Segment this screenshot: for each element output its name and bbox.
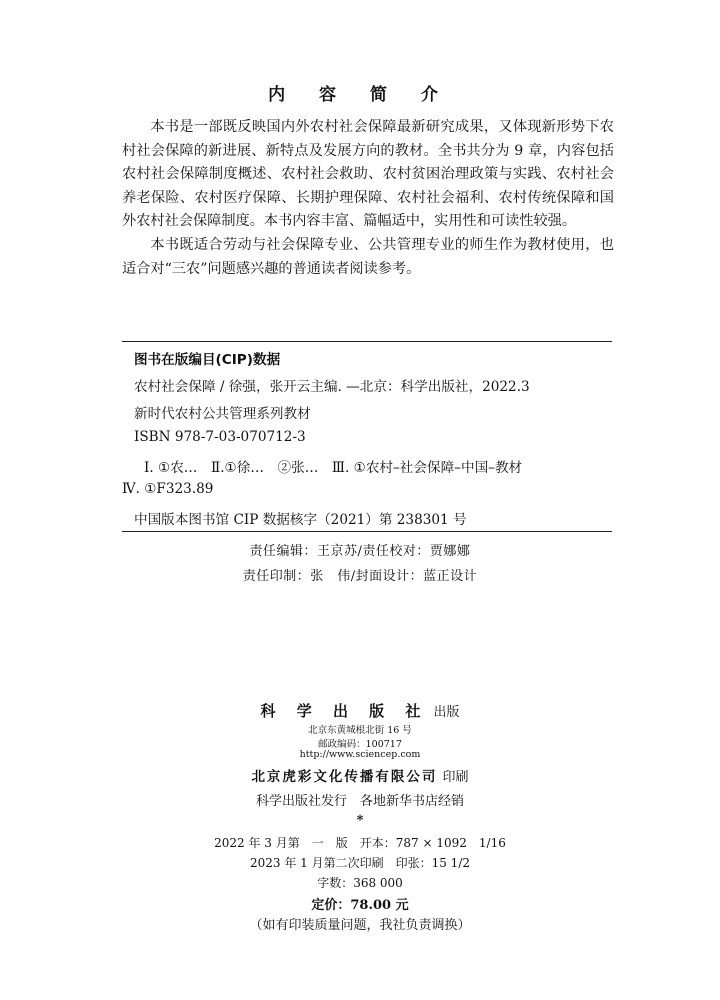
cip-top-rule bbox=[122, 341, 612, 342]
distribution-line: 科学出版社发行 各地新华书店经销 bbox=[255, 794, 464, 809]
cip-line-5: Ⅳ. ①F323.89 bbox=[122, 481, 214, 497]
printer-suffix: 印刷 bbox=[442, 770, 469, 785]
publisher-name: 科 学 出 版 社 bbox=[260, 702, 429, 720]
cip-line-1: 农村社会保障 / 徐强，张开云主编. —北京：科学出版社，2022.3 bbox=[134, 379, 530, 395]
summary-text bbox=[122, 116, 614, 281]
publisher-postcode: 邮政编码：100717 bbox=[318, 739, 402, 750]
edition-line-2: 2023 年 1 月第二次印刷 印张：15 1/2 bbox=[249, 856, 470, 870]
printer-line bbox=[0, 765, 720, 785]
cip-heading: 图书在版编目(CIP)数据 bbox=[134, 352, 281, 368]
cip-line-2: 新时代农村公共管理系列教材 bbox=[134, 406, 311, 422]
publisher-address: 北京东黄城根北街 16 号 bbox=[308, 725, 412, 736]
summary-title: 内 容 简 介 bbox=[268, 85, 452, 105]
quality-notice: （如有印装质量问题，我社负责调换） bbox=[249, 918, 471, 933]
cip-line-6: 中国版本图书馆 CIP 数据核字（2021）第 238301 号 bbox=[134, 512, 467, 528]
publisher-line bbox=[0, 700, 720, 721]
cip-line-4: Ⅰ. ①农… Ⅱ.①徐… ②张… Ⅲ. ①农村–社会保障–中国–教材 bbox=[144, 460, 523, 476]
price: 定价：78.00 元 bbox=[311, 898, 409, 913]
publisher-website: http://www.sciencep.com bbox=[299, 749, 421, 760]
summary-paragraph-2: 本书既适合劳动与社会保障专业、公共管理专业的师生作为教材使用，也适合对“三农”问题感兴趣的普通读者阅读参考。 bbox=[122, 236, 614, 277]
publisher-suffix: 出版 bbox=[433, 705, 460, 720]
summary-paragraph-1: 本书是一部既反映国内外农村社会保障最新研究成果，又体现新形势下农村社会保障的新进展、新特点及发展方向的教材。全书共分为 9 章，内容包括农村社会保障制度概述、农村社会救助、农村贫困治理政策与实践、农村社会养老保险、农村医疗保障、长期护理保障、农村社会福利、农村传统保障和国外农村社会保障制度。本书内容丰富、篇幅适中，实用性和可读性较强。 bbox=[122, 119, 614, 230]
separator-star: * bbox=[356, 813, 364, 828]
credits-line-1: 责任编辑：王京苏/责任校对：贾娜娜 bbox=[249, 544, 471, 559]
cip-bottom-rule bbox=[122, 531, 612, 532]
cip-line-3: ISBN 978-7-03-070712-3 bbox=[134, 429, 306, 445]
printer-name: 北京虎彩文化传播有限公司 bbox=[251, 769, 438, 785]
credits-line-2: 责任印制：张 伟/封面设计：蓝正设计 bbox=[242, 569, 478, 584]
edition-line-1: 2022 年 3 月第 一 版 开本：787 × 1092 1/16 bbox=[214, 836, 506, 850]
word-count: 字数：368 000 bbox=[317, 876, 403, 890]
